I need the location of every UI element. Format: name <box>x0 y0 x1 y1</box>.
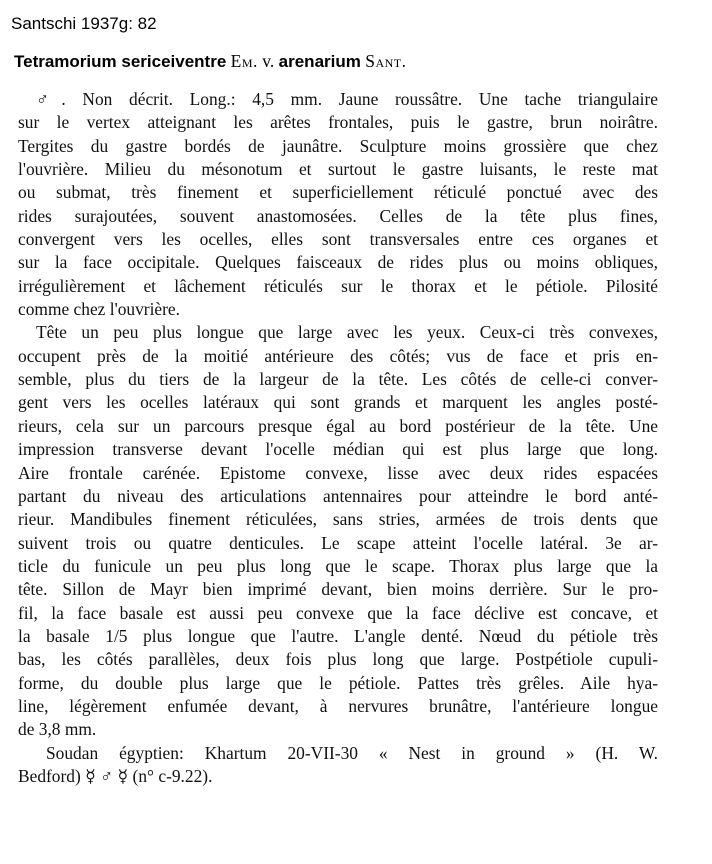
description-body <box>18 88 658 788</box>
text-line: comme chez l'ouvrière. <box>18 299 180 320</box>
text-line: rides surajoutées, souvent anastomosées. Celles de la tête plus fines, <box>18 205 658 226</box>
text-line: l'ouvrière. Milieu du mésonotum et surtout le gastre luisants, le reste mat <box>18 159 658 180</box>
species-name: Tetramorium sericeiventre <box>14 52 227 71</box>
text-line: rieurs, cela sur un parcours presque égal au bord postérieur de la tête. Une <box>18 415 658 436</box>
text-line: partant du niveau des articulations antennaires pour atteindre le bord anté- <box>18 485 658 506</box>
paragraph-male-description <box>18 88 658 321</box>
text-line: forme, du double plus large que le pétiole. Pattes très grêles. Aile hya- <box>18 672 658 693</box>
text-line: convergent vers les ocelles, elles sont transversales entre ces organes et <box>18 229 658 250</box>
text-line: bas, les côtés parallèles, deux fois plus long que large. Postpétiole cupuli- <box>18 649 658 670</box>
text-line: Tergites du gastre bordés de jaunâtre. Sculpture moins grossière que chez <box>18 135 658 156</box>
text-line: sur la face occipitale. Quelques faisceaux de rides plus ou moins obliques, <box>18 252 658 273</box>
text-line: rieur. Mandibules finement réticulées, sans stries, armées de trois dents que <box>18 509 658 530</box>
text-line: suivent trois ou quatre denticules. Le scape atteint l'ocelle latéral. 3e ar- <box>18 532 658 553</box>
text-line: Bedford) ☿ ♂ ☿ (n° c-9.22). <box>18 765 213 786</box>
text-line: la basale 1/5 plus longue que l'autre. L'angle denté. Nœud du pétiole très <box>18 625 658 646</box>
page-reference: Santschi 1937g: 82 <box>11 14 157 33</box>
paragraph-morphology <box>18 321 658 741</box>
text-line: tête. Sillon de Mayr bien imprimé devant, bien moins derrière. Sur le pro- <box>18 579 658 600</box>
text-line: ticle du funicule un peu plus long que le scape. Thorax plus large que la <box>18 555 658 576</box>
text-line: irrégulièrement et lâchement réticulés sur le thorax et le pétiole. Pilosité <box>18 275 658 296</box>
text-line: impression transverse devant l'ocelle médian qui est plus large que long. <box>18 439 658 460</box>
paragraph-locality <box>18 742 658 789</box>
variety-name: arenarium <box>278 52 361 71</box>
text-line: ♂. Non décrit. Long.: 4,5 mm. Jaune roussâtre. Une tache triangulaire <box>36 89 658 109</box>
text-line: Tête un peu plus longue que large avec les yeux. Ceux-ci très convexes, <box>36 322 658 343</box>
text-line: fil, la face basale est aussi peu convexe que la face déclive est concave, et <box>18 602 658 623</box>
text-line: de 3,8 mm. <box>18 719 97 740</box>
variety-author: Sant. <box>365 51 407 71</box>
text-line: line, légèrement enfumée devant, à nervures brunâtre, l'antérieure longue <box>18 695 658 716</box>
rank-abbrev: v. <box>262 51 275 71</box>
text-line: sur le vertex atteignant les arêtes frontales, puis le gastre, brun noirâtre. <box>18 112 658 133</box>
text-line: semble, plus du tiers de la largeur de la tête. Les côtés de celle-ci conver- <box>18 369 658 390</box>
text-line: ou submat, très finement et superficiellement réticulé ponctué avec des <box>18 182 658 203</box>
species-author: Em. <box>230 51 258 71</box>
text-line: Aire frontale carénée. Epistome convexe, lisse avec deux rides espacées <box>18 462 658 483</box>
text-line: gent vers les ocelles latéraux qui sont grands et marquent les angles posté- <box>18 392 658 413</box>
text-line: Soudan égyptien: Khartum 20-VII-30 « Nest in ground » (H. W. <box>46 742 658 763</box>
taxon-title <box>14 51 407 72</box>
text-line: occupent près de la moitié antérieure des côtés; vus de face et pris en- <box>18 345 658 366</box>
